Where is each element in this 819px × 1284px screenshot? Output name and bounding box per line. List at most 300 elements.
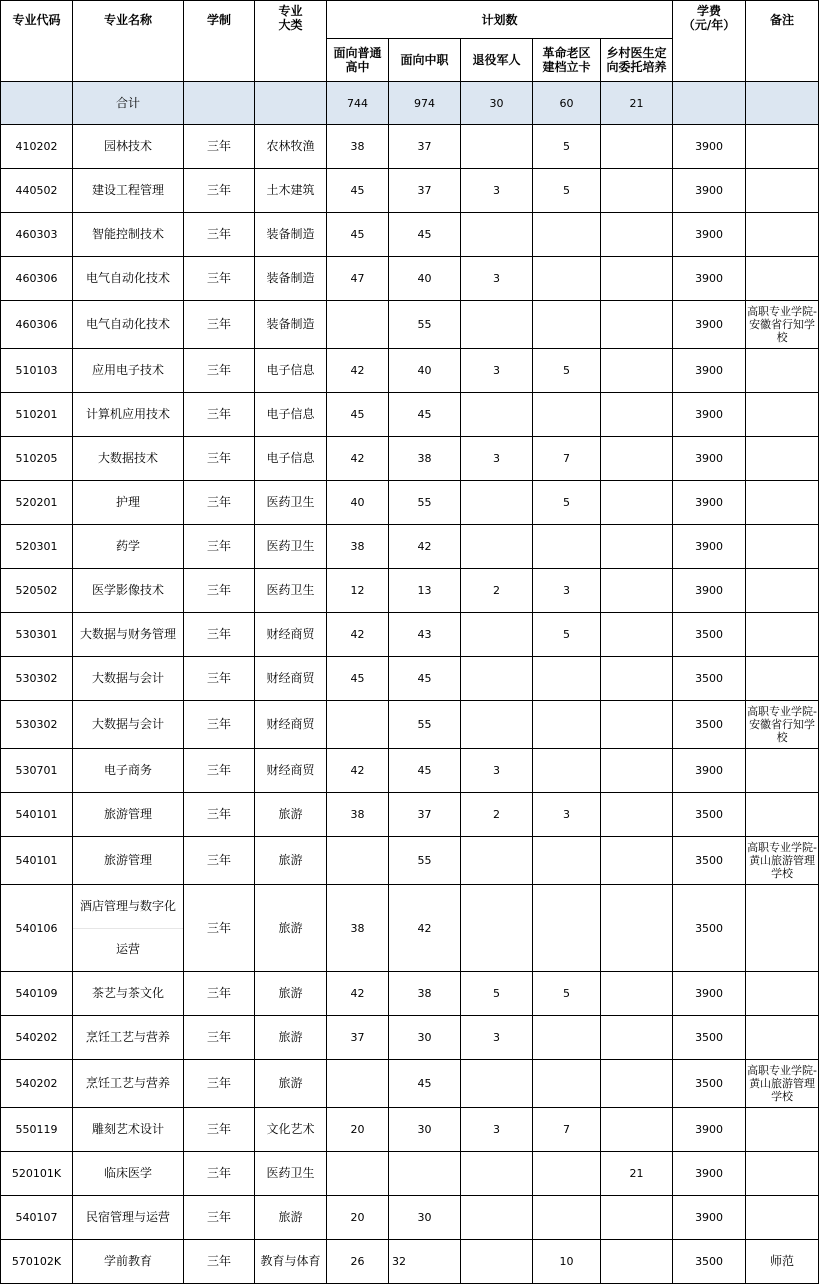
plan-value (461, 525, 533, 569)
table-row (1, 1196, 819, 1240)
major-duration: 三年 (184, 301, 255, 349)
major-name: 建设工程管理 (73, 169, 184, 213)
total-row (1, 82, 819, 125)
tuition-fee: 3900 (673, 1196, 746, 1240)
plan-value: 12 (327, 569, 389, 613)
plan-value (601, 1016, 673, 1060)
major-code: 460306 (1, 301, 73, 349)
plan-value: 3 (533, 569, 601, 613)
plan-value: 37 (389, 169, 461, 213)
plan-value (533, 1152, 601, 1196)
header-plan-col: 革命老区 建档立卡 (533, 39, 601, 82)
plan-value: 10 (533, 1240, 601, 1284)
major-name: 旅游管理 (73, 837, 184, 885)
major-code: 540109 (1, 972, 73, 1016)
plan-value (327, 701, 389, 749)
note-cell (746, 569, 819, 613)
major-name: 旅游管理 (73, 793, 184, 837)
header-fee-line2: （元/年） (682, 18, 736, 32)
total-empty (746, 82, 819, 125)
plan-value (601, 213, 673, 257)
major-name: 智能控制技术 (73, 213, 184, 257)
plan-value: 45 (327, 213, 389, 257)
plan-value: 45 (389, 749, 461, 793)
tuition-fee: 3900 (673, 972, 746, 1016)
table-row (1, 1152, 819, 1196)
plan-value: 37 (389, 793, 461, 837)
plan-value: 30 (389, 1016, 461, 1060)
note-cell (746, 301, 819, 349)
plan-value: 40 (389, 257, 461, 301)
major-category: 财经商贸 (255, 701, 327, 749)
major-name: 电气自动化技术 (73, 301, 184, 349)
major-name: 烹饪工艺与营养 (73, 1016, 184, 1060)
plan-value (601, 657, 673, 701)
major-category: 医药卫生 (255, 1152, 327, 1196)
note-cell (746, 613, 819, 657)
table-row (1, 349, 819, 393)
tuition-fee: 3900 (673, 213, 746, 257)
note-cell (746, 349, 819, 393)
plan-value: 42 (327, 613, 389, 657)
plan-value (461, 301, 533, 349)
major-duration: 三年 (184, 1060, 255, 1108)
plan-value: 45 (389, 1060, 461, 1108)
total-empty (673, 82, 746, 125)
table-row (1, 125, 819, 169)
note-text: 高职专业学院-黄山旅游管理学校 (747, 841, 818, 880)
plan-value: 55 (389, 701, 461, 749)
header-duration: 学制 (184, 1, 255, 82)
major-code: 510103 (1, 349, 73, 393)
major-name: 护理 (73, 481, 184, 525)
plan-value (601, 885, 673, 972)
major-category: 装备制造 (255, 257, 327, 301)
plan-value: 5 (461, 972, 533, 1016)
major-category: 医药卫生 (255, 569, 327, 613)
major-code: 520301 (1, 525, 73, 569)
plan-value (461, 481, 533, 525)
major-duration: 三年 (184, 349, 255, 393)
major-category: 旅游 (255, 972, 327, 1016)
plan-value: 30 (389, 1196, 461, 1240)
plan-value (601, 613, 673, 657)
plan-value: 45 (327, 169, 389, 213)
tuition-fee: 3500 (673, 613, 746, 657)
major-code: 520201 (1, 481, 73, 525)
plan-value: 42 (327, 972, 389, 1016)
plan-value: 40 (389, 349, 461, 393)
plan-value (461, 393, 533, 437)
plan-value (533, 213, 601, 257)
plan-value: 42 (327, 749, 389, 793)
plan-value: 3 (461, 1108, 533, 1152)
tuition-fee: 3900 (673, 749, 746, 793)
plan-value (601, 125, 673, 169)
tuition-fee: 3900 (673, 437, 746, 481)
table-row (1, 657, 819, 701)
tuition-fee: 3500 (673, 657, 746, 701)
tuition-fee: 3500 (673, 793, 746, 837)
plan-value: 45 (327, 393, 389, 437)
major-code: 530302 (1, 657, 73, 701)
header-plan-col: 乡村医生定 向委托培养 (601, 39, 673, 82)
major-code: 520101K (1, 1152, 73, 1196)
plan-value: 43 (389, 613, 461, 657)
note-cell (746, 885, 819, 972)
plan-value: 5 (533, 613, 601, 657)
major-code: 440502 (1, 169, 73, 213)
note-cell (746, 837, 819, 885)
plan-value (601, 793, 673, 837)
table-row (1, 1060, 819, 1108)
note-cell (746, 657, 819, 701)
plan-value (601, 749, 673, 793)
note-cell (746, 1108, 819, 1152)
plan-value: 55 (389, 301, 461, 349)
plan-value: 37 (389, 125, 461, 169)
table-row (1, 301, 819, 349)
plan-value: 45 (389, 657, 461, 701)
plan-value (461, 1060, 533, 1108)
note-cell (746, 972, 819, 1016)
table-row (1, 837, 819, 885)
major-code: 540101 (1, 837, 73, 885)
tuition-fee: 3900 (673, 257, 746, 301)
major-code: 570102K (1, 1240, 73, 1284)
table-row (1, 613, 819, 657)
tuition-fee: 3900 (673, 125, 746, 169)
plan-value (601, 1196, 673, 1240)
tuition-fee: 3500 (673, 701, 746, 749)
plan-value (601, 349, 673, 393)
major-code: 460306 (1, 257, 73, 301)
plan-value: 38 (327, 125, 389, 169)
note-cell (746, 1016, 819, 1060)
table-row (1, 793, 819, 837)
plan-value: 30 (389, 1108, 461, 1152)
plan-value (533, 393, 601, 437)
major-category: 装备制造 (255, 213, 327, 257)
major-duration: 三年 (184, 657, 255, 701)
major-category: 文化艺术 (255, 1108, 327, 1152)
plan-value: 2 (461, 569, 533, 613)
major-name: 电子商务 (73, 749, 184, 793)
total-value: 60 (533, 82, 601, 125)
tuition-fee: 3900 (673, 393, 746, 437)
note-cell: 师范 (746, 1240, 819, 1284)
major-duration: 三年 (184, 793, 255, 837)
major-name: 计算机应用技术 (73, 393, 184, 437)
plan-value: 45 (389, 393, 461, 437)
plan-value: 38 (327, 885, 389, 972)
plan-value (601, 257, 673, 301)
major-code: 540101 (1, 793, 73, 837)
plan-value: 13 (389, 569, 461, 613)
table-row (1, 213, 819, 257)
plan-value: 3 (461, 349, 533, 393)
plan-value (533, 525, 601, 569)
note-cell (746, 437, 819, 481)
note-cell (746, 481, 819, 525)
major-category: 旅游 (255, 1196, 327, 1240)
plan-value: 2 (461, 793, 533, 837)
table-row (1, 169, 819, 213)
header-plan-col: 退役军人 (461, 39, 533, 82)
plan-value (461, 885, 533, 972)
total-value: 30 (461, 82, 533, 125)
tuition-fee: 3500 (673, 1016, 746, 1060)
major-duration: 三年 (184, 569, 255, 613)
header-category-line1: 专业 (278, 4, 303, 18)
tuition-fee: 3900 (673, 1152, 746, 1196)
plan-value: 38 (327, 793, 389, 837)
major-category: 旅游 (255, 885, 327, 972)
major-duration: 三年 (184, 613, 255, 657)
note-cell (746, 393, 819, 437)
plan-value: 42 (327, 437, 389, 481)
plan-value: 26 (327, 1240, 389, 1284)
major-name: 烹饪工艺与营养 (73, 1060, 184, 1108)
plan-value (533, 1196, 601, 1240)
table-row (1, 749, 819, 793)
plan-value: 55 (389, 481, 461, 525)
plan-value: 55 (389, 837, 461, 885)
plan-value (601, 301, 673, 349)
major-category: 旅游 (255, 1016, 327, 1060)
plan-value: 42 (389, 885, 461, 972)
plan-value (461, 657, 533, 701)
tuition-fee: 3900 (673, 569, 746, 613)
plan-value (601, 393, 673, 437)
plan-value (461, 1152, 533, 1196)
total-code (1, 82, 73, 125)
major-code: 460303 (1, 213, 73, 257)
tuition-fee: 3500 (673, 837, 746, 885)
note-cell (746, 125, 819, 169)
plan-value: 7 (533, 1108, 601, 1152)
plan-value (533, 657, 601, 701)
tuition-fee: 3500 (673, 1240, 746, 1284)
major-duration: 三年 (184, 525, 255, 569)
plan-value (461, 837, 533, 885)
major-name: 大数据技术 (73, 437, 184, 481)
major-name: 园林技术 (73, 125, 184, 169)
major-code: 530302 (1, 701, 73, 749)
table-row (1, 257, 819, 301)
major-duration: 三年 (184, 885, 255, 972)
plan-value: 3 (461, 169, 533, 213)
major-category: 电子信息 (255, 393, 327, 437)
plan-value (461, 1196, 533, 1240)
plan-value: 42 (389, 525, 461, 569)
plan-value: 7 (533, 437, 601, 481)
major-category: 财经商贸 (255, 613, 327, 657)
plan-value: 37 (327, 1016, 389, 1060)
note-cell (746, 749, 819, 793)
plan-value: 5 (533, 125, 601, 169)
total-label: 合计 (73, 82, 184, 125)
plan-value: 32 (389, 1240, 461, 1284)
plan-value (601, 1060, 673, 1108)
total-empty (255, 82, 327, 125)
major-name: 大数据与财务管理 (73, 613, 184, 657)
plan-value (461, 1240, 533, 1284)
major-code: 540202 (1, 1016, 73, 1060)
table-row (1, 569, 819, 613)
total-value: 744 (327, 82, 389, 125)
plan-value (601, 525, 673, 569)
table-row (1, 437, 819, 481)
major-category: 医药卫生 (255, 525, 327, 569)
table-row (1, 1240, 819, 1284)
plan-value (533, 885, 601, 972)
plan-value: 38 (327, 525, 389, 569)
major-code: 510205 (1, 437, 73, 481)
plan-value: 20 (327, 1108, 389, 1152)
plan-value (533, 301, 601, 349)
tuition-fee: 3900 (673, 525, 746, 569)
table-row (1, 1108, 819, 1152)
major-code: 540202 (1, 1060, 73, 1108)
major-name: 医学影像技术 (73, 569, 184, 613)
major-name: 学前教育 (73, 1240, 184, 1284)
table-row (1, 481, 819, 525)
plan-value: 3 (533, 793, 601, 837)
tuition-fee: 3500 (673, 1060, 746, 1108)
major-duration: 三年 (184, 1196, 255, 1240)
major-duration: 三年 (184, 393, 255, 437)
major-category: 农林牧渔 (255, 125, 327, 169)
table-row (1, 701, 819, 749)
major-category: 电子信息 (255, 349, 327, 393)
major-name: 电气自动化技术 (73, 257, 184, 301)
table-row (1, 885, 819, 972)
plan-value: 3 (461, 1016, 533, 1060)
plan-value (601, 972, 673, 1016)
major-category: 财经商贸 (255, 749, 327, 793)
plan-value: 45 (389, 213, 461, 257)
plan-value (601, 837, 673, 885)
note-text: 高职专业学院-黄山旅游管理学校 (747, 1064, 818, 1103)
header-note: 备注 (746, 1, 819, 82)
plan-value (461, 613, 533, 657)
major-name: 临床医学 (73, 1152, 184, 1196)
plan-value (601, 701, 673, 749)
major-name: 雕刻艺术设计 (73, 1108, 184, 1152)
header-fee-line1: 学费 (697, 4, 722, 18)
plan-value (327, 1152, 389, 1196)
note-cell (746, 1196, 819, 1240)
plan-value (327, 837, 389, 885)
note-cell (746, 525, 819, 569)
plan-value: 3 (461, 437, 533, 481)
header-code: 专业代码 (1, 1, 73, 82)
header-plan: 计划数 (327, 1, 673, 39)
major-name (73, 885, 184, 972)
plan-value: 45 (327, 657, 389, 701)
header-plan-col: 面向中职 (389, 39, 461, 82)
major-duration: 三年 (184, 257, 255, 301)
plan-value (327, 301, 389, 349)
plan-value: 40 (327, 481, 389, 525)
major-duration: 三年 (184, 972, 255, 1016)
major-duration: 三年 (184, 481, 255, 525)
note-cell (746, 1152, 819, 1196)
major-code: 540107 (1, 1196, 73, 1240)
plan-value (461, 701, 533, 749)
plan-value (533, 1060, 601, 1108)
major-name: 应用电子技术 (73, 349, 184, 393)
major-name-line1: 酒店管理与数字化 (73, 886, 183, 929)
major-duration: 三年 (184, 1016, 255, 1060)
major-duration: 三年 (184, 1108, 255, 1152)
plan-value (461, 125, 533, 169)
note-cell (746, 169, 819, 213)
major-duration: 三年 (184, 169, 255, 213)
plan-value (327, 1060, 389, 1108)
total-value: 21 (601, 82, 673, 125)
header-plan-col: 面向普通 高中 (327, 39, 389, 82)
tuition-fee: 3900 (673, 169, 746, 213)
plan-value (533, 701, 601, 749)
major-code: 540106 (1, 885, 73, 972)
note-cell (746, 701, 819, 749)
note-cell (746, 213, 819, 257)
plan-value (533, 749, 601, 793)
plan-value: 21 (601, 1152, 673, 1196)
tuition-fee: 3900 (673, 481, 746, 525)
major-duration: 三年 (184, 1240, 255, 1284)
major-code: 510201 (1, 393, 73, 437)
table-row (1, 1016, 819, 1060)
major-code: 530701 (1, 749, 73, 793)
major-name: 药学 (73, 525, 184, 569)
plan-value (533, 837, 601, 885)
major-duration: 三年 (184, 437, 255, 481)
table-row (1, 525, 819, 569)
plan-value: 5 (533, 349, 601, 393)
major-duration: 三年 (184, 125, 255, 169)
plan-value (601, 481, 673, 525)
header-row (1, 1, 819, 39)
header-fee (673, 1, 746, 82)
major-name-line2: 运营 (115, 942, 140, 956)
major-name: 民宿管理与运营 (73, 1196, 184, 1240)
major-category: 土木建筑 (255, 169, 327, 213)
plan-value (601, 169, 673, 213)
tuition-fee: 3900 (673, 1108, 746, 1152)
plan-value: 42 (327, 349, 389, 393)
plan-value (601, 569, 673, 613)
major-duration: 三年 (184, 213, 255, 257)
plan-value (461, 213, 533, 257)
major-name: 茶艺与茶文化 (73, 972, 184, 1016)
plan-value: 20 (327, 1196, 389, 1240)
major-category: 旅游 (255, 793, 327, 837)
major-duration: 三年 (184, 749, 255, 793)
tuition-fee: 3900 (673, 301, 746, 349)
plan-value: 5 (533, 481, 601, 525)
header-name: 专业名称 (73, 1, 184, 82)
note-text: 高职专业学院-安徽省行知学校 (747, 705, 818, 744)
table-row (1, 393, 819, 437)
major-category: 装备制造 (255, 301, 327, 349)
note-text: 高职专业学院-安徽省行知学校 (747, 305, 818, 344)
plan-value (533, 257, 601, 301)
major-category: 旅游 (255, 837, 327, 885)
plan-value (601, 1108, 673, 1152)
